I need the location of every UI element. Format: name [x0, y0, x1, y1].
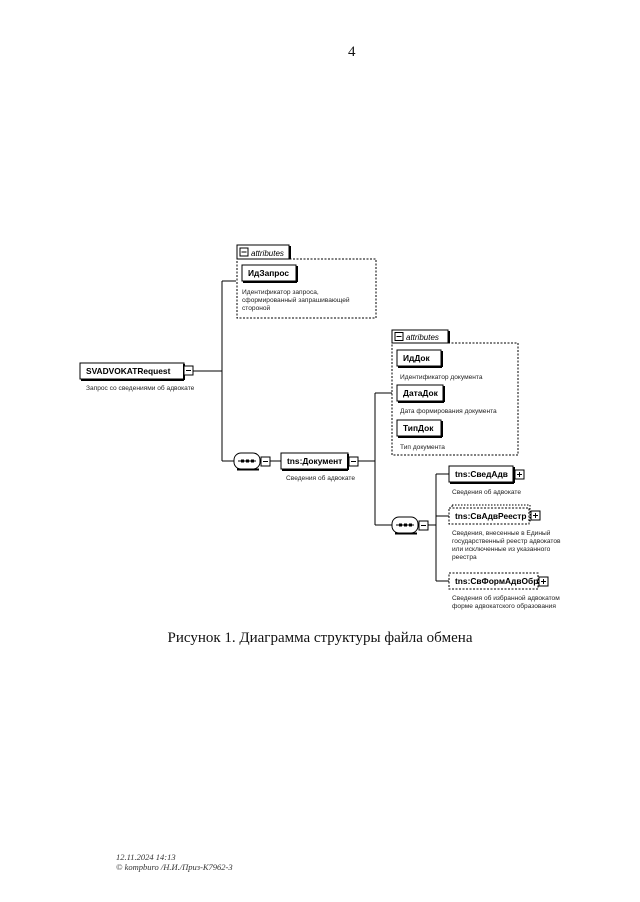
sequence-compositor[interactable]	[392, 517, 418, 534]
footer-stamp	[116, 852, 233, 872]
child-element-name: tns:СведАдв	[455, 469, 508, 479]
child-element-desc: Сведения, внесенные в Единый	[452, 530, 551, 537]
document-element[interactable]	[281, 453, 348, 470]
child-element-desc: реестра	[452, 554, 477, 561]
collapse-icon[interactable]	[240, 248, 248, 256]
child-element-desc: государственный реестр адвокатов	[452, 538, 561, 545]
attributes-header: attributes	[251, 249, 284, 258]
collapse-icon[interactable]	[395, 333, 403, 341]
attribute-tipdok[interactable]	[397, 420, 442, 437]
attribute-desc-line: сформированный запрашивающей	[242, 297, 350, 304]
attributes-header: attributes	[406, 333, 439, 342]
attribute-iddok[interactable]	[397, 350, 442, 367]
child-element-desc: Сведения об избранной адвокатом	[452, 595, 560, 602]
attribute-name: ТипДок	[403, 423, 434, 433]
page-number: 4	[348, 44, 356, 60]
sequence-toggle[interactable]	[261, 457, 270, 466]
sequence-compositor[interactable]	[234, 453, 260, 470]
expand-plus-icon[interactable]	[539, 577, 548, 586]
child-element-name: tns:СвАдвРеестр	[455, 511, 527, 521]
attribute-name: ДатаДок	[403, 388, 438, 398]
document-element-desc: Сведения об адвокате	[286, 475, 356, 482]
document-expand-toggle[interactable]	[349, 457, 358, 466]
root-element-desc: Запрос со сведениями об адвокате	[86, 385, 195, 392]
attribute-datadok[interactable]	[397, 385, 444, 402]
document-element-name: tns:Документ	[287, 456, 343, 466]
footer-line: © kompburo /Н.И./Приз-К7962-3	[116, 862, 233, 872]
attribute-desc: Тип документа	[400, 444, 445, 451]
attribute-idzapros[interactable]	[242, 265, 297, 282]
child-element-svformadvobr[interactable]	[449, 573, 538, 589]
sequence-toggle[interactable]	[419, 521, 428, 530]
child-element-desc: или исключенные из указанного	[452, 546, 551, 553]
expand-plus-icon[interactable]	[515, 470, 524, 479]
child-element-svadvreestr[interactable]	[449, 505, 530, 524]
attribute-desc-line: Идентификатор запроса,	[242, 289, 319, 296]
attribute-desc: Дата формирования документа	[400, 408, 497, 415]
root-element-name: SVADVOKATRequest	[86, 366, 171, 376]
attribute-desc-line: стороной	[242, 305, 271, 312]
child-element-name: tns:СвФормАдвОбр	[455, 576, 539, 586]
figure-caption: Рисунок 1. Диаграмма структуры файла обмена	[167, 630, 473, 646]
expand-plus-icon[interactable]	[531, 511, 540, 520]
attribute-name: ИдДок	[403, 353, 430, 363]
child-element-svedadv[interactable]	[449, 466, 514, 483]
child-element-desc: Сведения об адвокате	[452, 489, 522, 496]
root-element[interactable]	[80, 363, 184, 380]
footer-line: 12.11.2024 14:13	[116, 852, 176, 862]
root-expand-toggle[interactable]	[184, 366, 193, 375]
attribute-desc: Идентификатор документа	[400, 374, 483, 381]
child-element-desc: форме адвокатского образования	[452, 603, 556, 610]
attribute-name: ИдЗапрос	[248, 268, 290, 278]
